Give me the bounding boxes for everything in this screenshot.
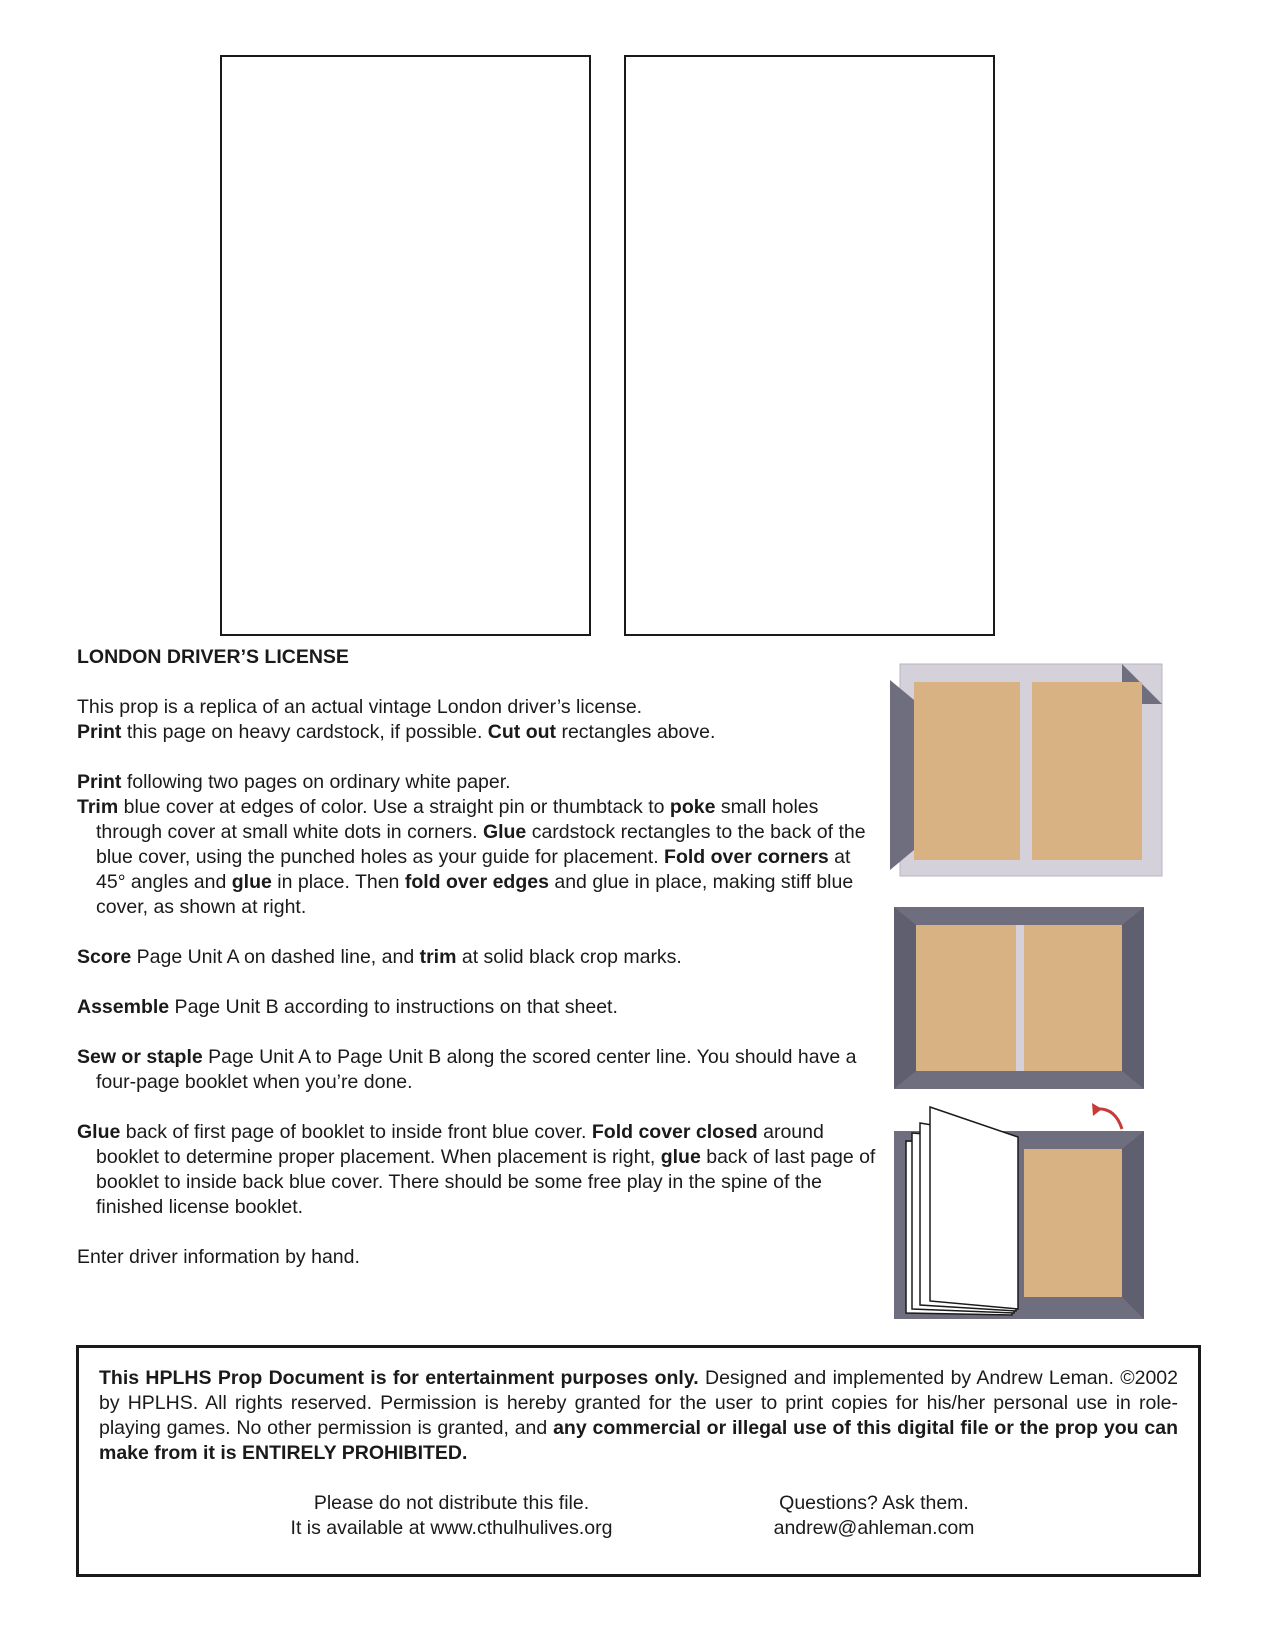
contact-row — [99, 1491, 1178, 1541]
step-assemble: Assemble Page Unit B according to instructions on that sheet. — [77, 996, 618, 1018]
step-glue: Glue back of first page of booklet to inside front blue cover. Fold cover closed around booklet to determine proper placement. When placement is right, glue back of last page of booklet to inside back blue cover. There should be some free play in the spine of the finished license booklet. — [77, 1121, 876, 1218]
step-enter: Enter driver information by hand. — [77, 1246, 360, 1268]
diagram-fold-edges — [890, 903, 1150, 1093]
step-score: Score Page Unit A on dashed line, and trim at solid black crop marks. — [77, 946, 682, 968]
cutout-rectangle-right — [624, 55, 995, 636]
page-title: LONDON DRIVER’S LICENSE — [77, 646, 349, 668]
contact-email: Questions? Ask them. andrew@ahleman.com — [773, 1492, 975, 1539]
step-sew: Sew or staple Page Unit A to Page Unit B along the scored center line. You should have a four-page booklet when you’re done. — [77, 1046, 857, 1093]
step-trim: Trim blue cover at edges of color. Use a straight pin or thumbtack to poke small holes through cover at small white dots in corners. Glue cardstock rectangles to the back of the blue cover, using the punched holes as your guide for placement. Fold over corners at 45° angles and glue in place. Then fold over edges and glue in place, making stiff blue cover, as shown at right. — [77, 796, 866, 918]
diagram-fold-corners — [890, 660, 1180, 885]
diagram-glue-booklet — [890, 1103, 1150, 1323]
intro-line-2: Print this page on heavy cardstock, if possible. Cut out rectangles above. — [77, 721, 716, 743]
step-print: Print following two pages on ordinary white paper. — [77, 771, 511, 793]
instructions — [77, 645, 877, 1270]
cutout-rectangle-left — [220, 55, 591, 636]
distribution-note: Please do not distribute this file. It is available at www.cthulhulives.org — [290, 1492, 613, 1539]
legal-notice — [76, 1345, 1201, 1577]
intro-line-1: This prop is a replica of an actual vintage London driver’s license. — [77, 696, 643, 718]
curved-arrow-icon — [1096, 1109, 1122, 1129]
notice-text: This HPLHS Prop Document is for entertainment purposes only. Designed and implemented by Andrew Leman. ©2002 by HPLHS. All rights reserved. Permission is hereby granted for the user to print copies for his/her personal use in role-playing games. No other permission is granted, and any commercial or illegal use of this digital file or the prop you can make from it is ENTIRELY PROHIBITED. — [99, 1367, 1179, 1464]
